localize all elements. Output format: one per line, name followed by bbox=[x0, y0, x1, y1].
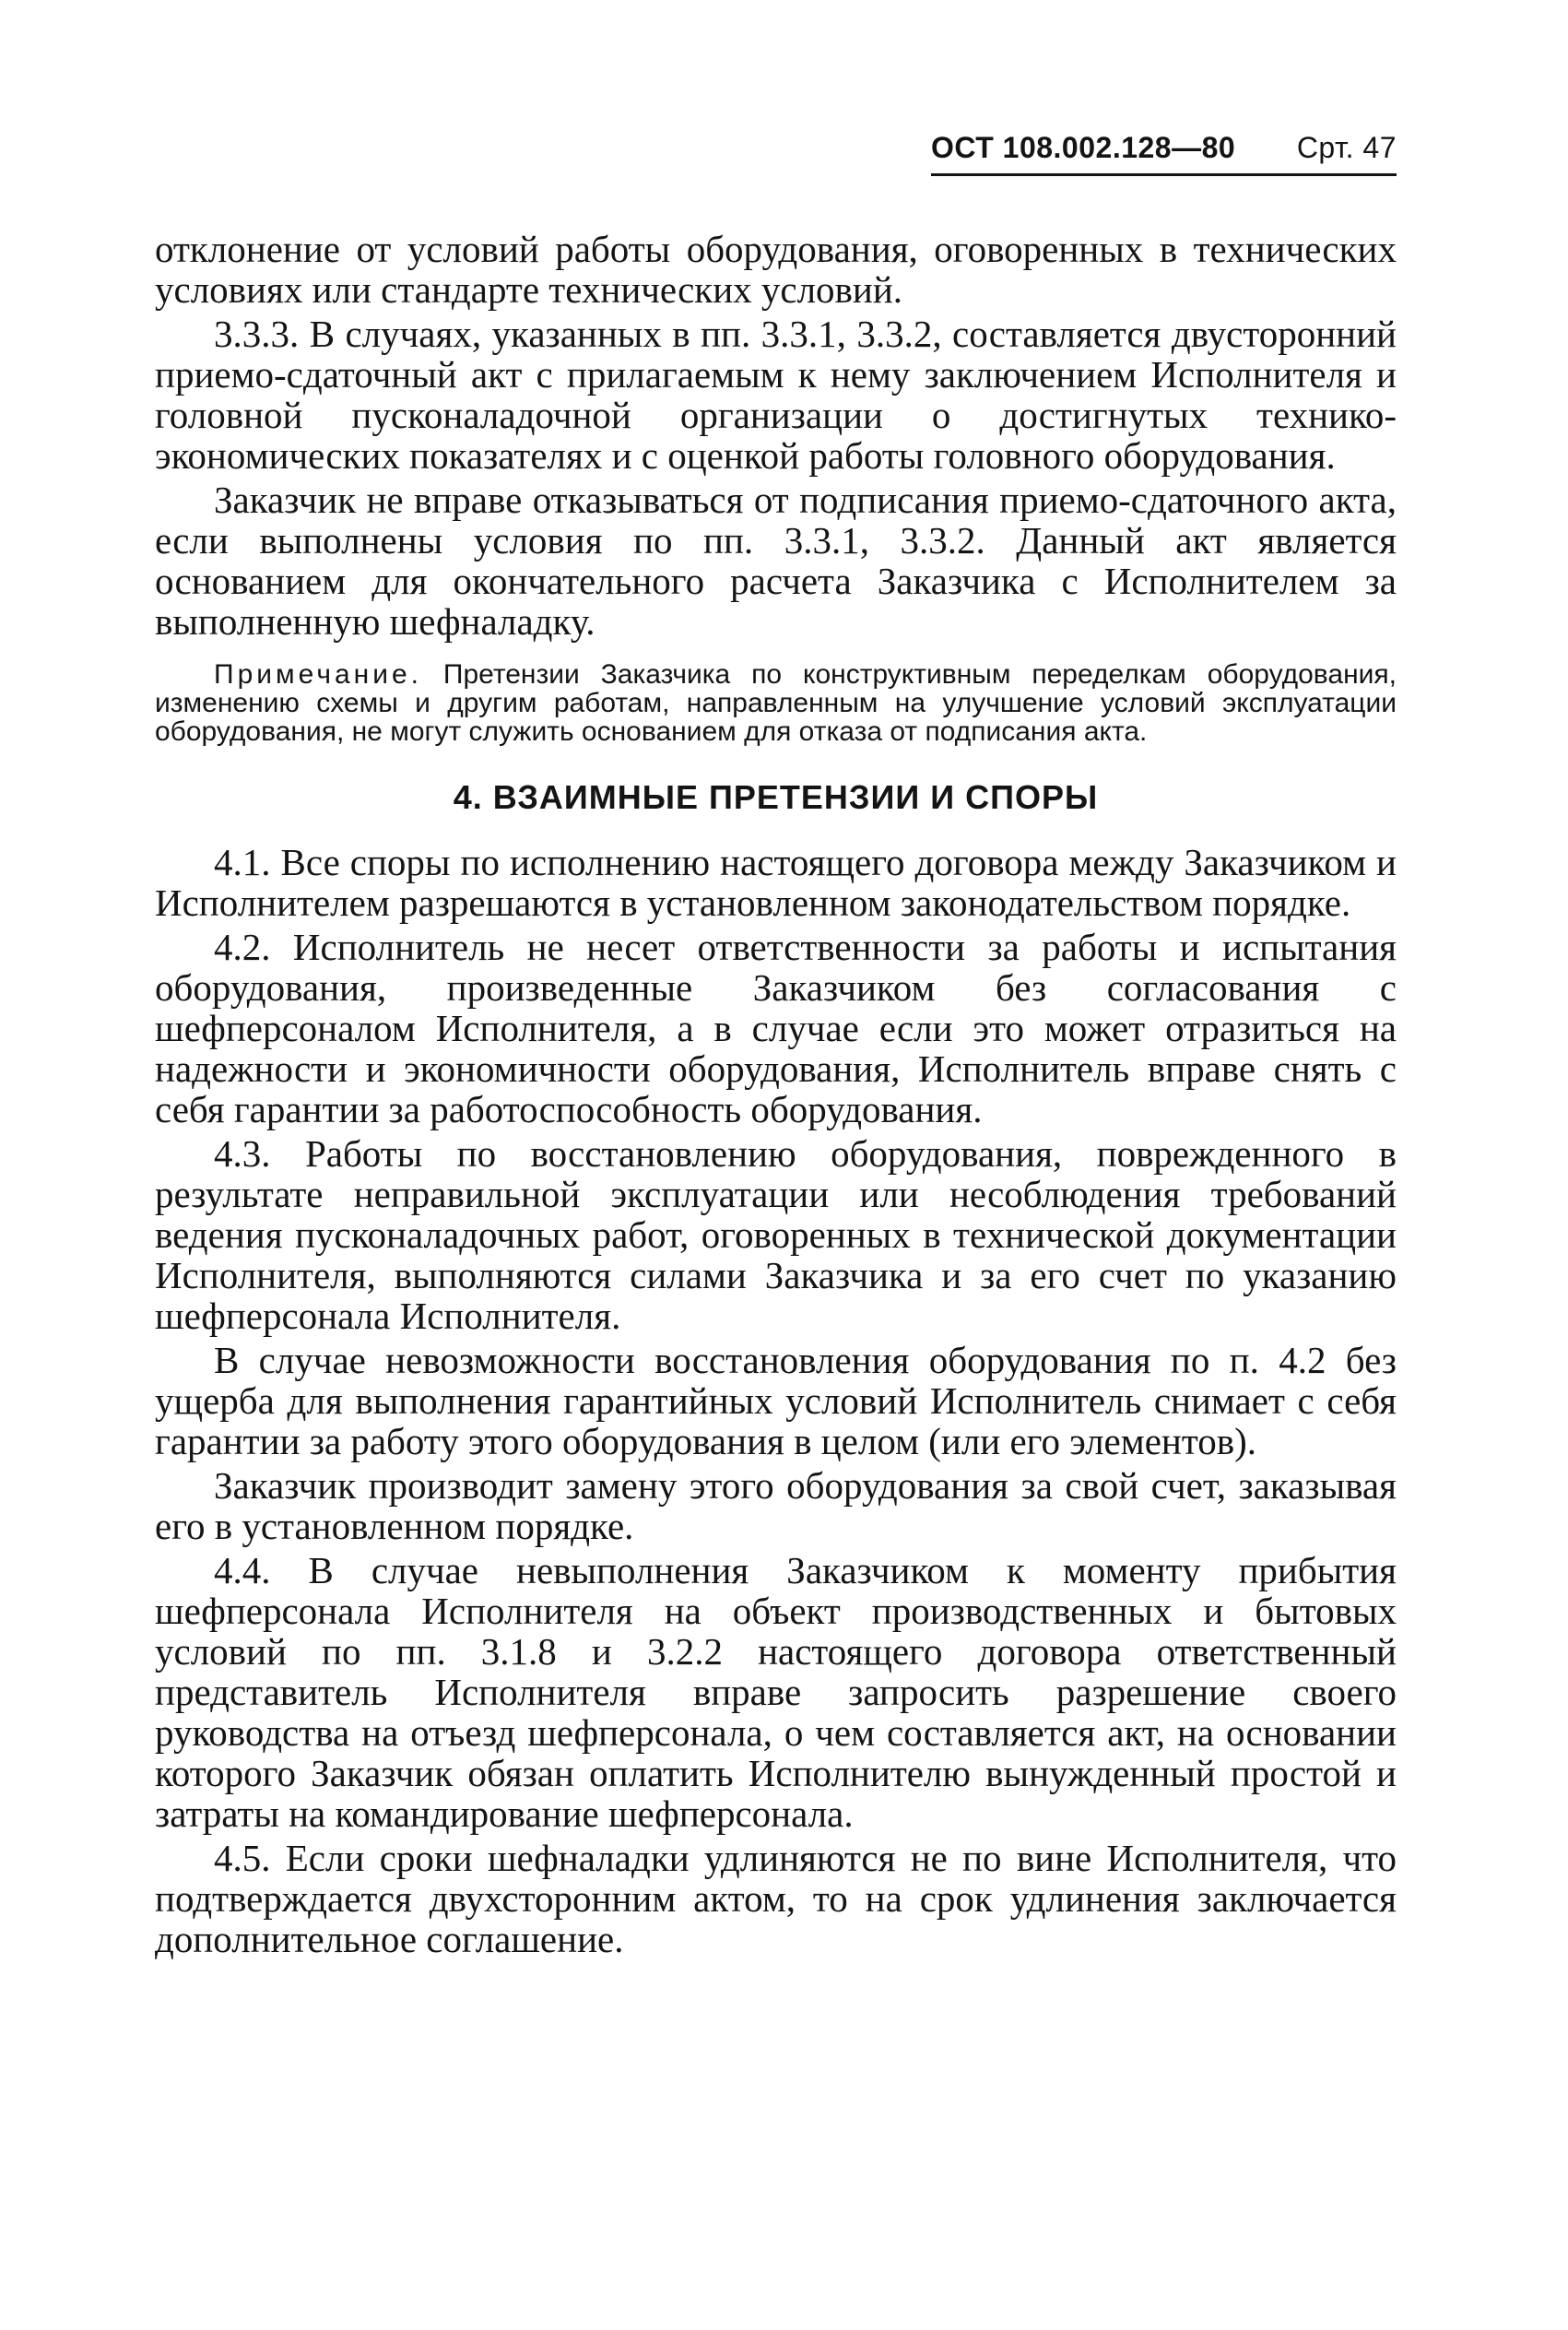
paragraph-4-2: 4.2. Исполнитель не несет ответственности за работы и испытания оборудования, произведенные Заказчиком без согласования с шефперсоналом Исполнителя, а в случае если это может отразиться на надежности и экономичности оборудования, Исполнитель вправе снять с себя гарантии за работоспособность оборудования. bbox=[155, 926, 1397, 1130]
standard-number: ОСТ 108.002.128—80 bbox=[931, 131, 1236, 164]
document-body bbox=[155, 229, 1397, 1959]
paragraph-4-3: 4.3. Работы по восстановлению оборудования, поврежденного в результате неправильной эксплуатации или несоблюдения требований ведения пусконаладочных работ, оговоренных в технической документации Исполнителя, выполняются силами Заказчика и за его счет по указанию шефперсонала Исполнителя. bbox=[155, 1132, 1397, 1337]
paragraph-4-3-b: В случае невозможности восстановления оборудования по п. 4.2 без ущерба для выполнения гарантийных условий Исполнитель снимает с себя гарантии за работу этого оборудования в целом (или его элементов). bbox=[155, 1339, 1397, 1462]
running-header bbox=[931, 131, 1397, 186]
note bbox=[155, 660, 1397, 746]
paragraph-continuation: отклонение от условий работы оборудования, оговоренных в технических условиях или стандарте технических условий. bbox=[155, 228, 1397, 311]
paragraph-3-3-3: 3.3.3. В случаях, указанных в пп. 3.3.1, 3.3.2, составляется двусторонний приемо-сдаточный акт с прилагаемым к нему заключением Исполнителя и головной пусконаладочной организации о достигнутых технико-экономических показателях и с оценкой работы головного оборудования. bbox=[155, 313, 1397, 477]
note-text: Претензии Заказчика по конструктивным переделкам оборудования, изменению схемы и другим работам, направленным на улучшение условий эксплуатации оборудования, не могут служить основанием для отказа от подписания акта. bbox=[155, 659, 1397, 747]
paragraph-4-4: 4.4. В случае невыполнения Заказчиком к моменту прибытия шефперсонала Исполнителя на объект производственных и бытовых условий по пп. 3.1.8 и 3.2.2 настоящего договора ответственный представитель Исполнителя вправе запросить разрешение своего руководства на отъезд шефперсонала, о чем составляется акт, на основании которого Заказчик обязан оплатить Исполнителю вынужденный простой и затраты на командирование шефперсонала. bbox=[155, 1549, 1397, 1835]
page-number: Срт. 47 bbox=[1296, 131, 1397, 164]
paragraph-4-5: 4.5. Если сроки шефналадки удлиняются не по вине Исполнителя, что подтверждается двухсторонним актом, то на срок удлинения заключается дополнительное соглашение. bbox=[155, 1837, 1397, 1960]
header-rule bbox=[931, 173, 1397, 176]
section-title: 4. ВЗАИМНЫЕ ПРЕТЕНЗИИ И СПОРЫ bbox=[453, 778, 1099, 816]
paragraph-4-1: 4.1. Все споры по исполнению настоящего договора между Заказчиком и Исполнителем разрешаются в установленном законодательством порядке. bbox=[155, 841, 1397, 924]
paragraph-4-3-c: Заказчик производит замену этого оборудования за свой счет, заказывая его в установленном порядке. bbox=[155, 1464, 1397, 1547]
paragraph-customer-act: Заказчик не вправе отказываться от подписания приемо-сдаточного акта, если выполнены условия по пп. 3.3.1, 3.3.2. Данный акт является основанием для окончательного расчета Заказчика с Исполнителем за выполненную шефналадку. bbox=[155, 479, 1397, 643]
note-label: Примечание. bbox=[214, 659, 422, 690]
